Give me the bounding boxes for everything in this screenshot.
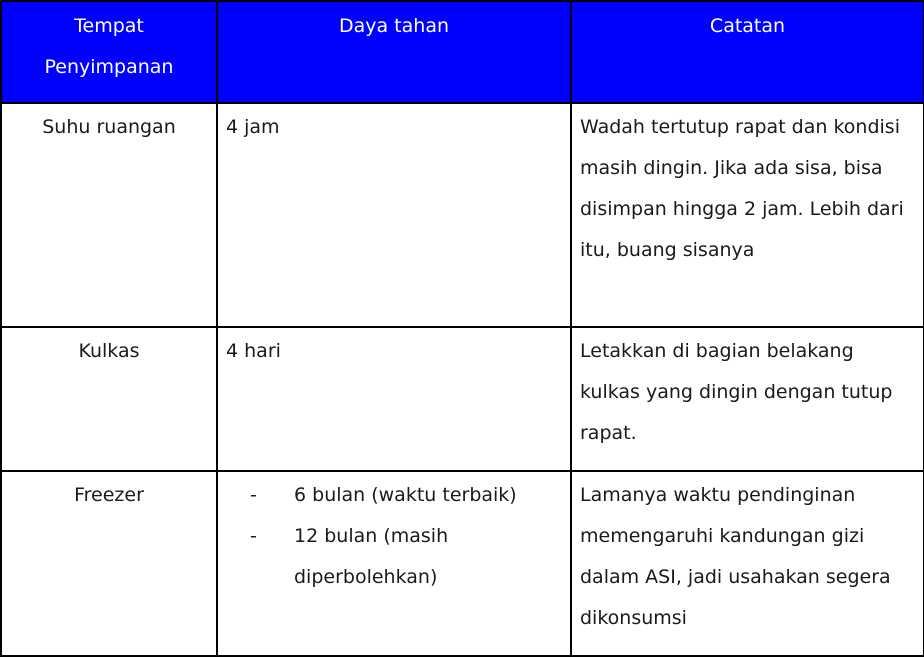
- duration-list: [226, 475, 562, 598]
- cell-duration: [217, 471, 571, 656]
- list-item: [250, 516, 562, 598]
- list-item-text: 6 bulan (waktu terbaik): [294, 484, 517, 506]
- cell-note: Lamanya waktu pendinginan memengaruhi kandungan gizi dalam ASI, jadi usahakan segera dikonsumsi: [571, 471, 924, 656]
- cell-duration: 4 hari: [217, 327, 571, 471]
- list-item: [250, 475, 562, 516]
- header-place-line2: Penyimpanan: [44, 56, 174, 78]
- cell-place: Freezer: [1, 471, 217, 656]
- cell-note: Wadah tertutup rapat dan kondisi masih dingin. Jika ada sisa, bisa disimpan hingga 2 jam. Lebih dari itu, buang sisanya: [571, 103, 924, 327]
- header-notes: Catatan: [571, 1, 924, 103]
- header-place: [1, 1, 217, 103]
- cell-duration: 4 jam: [217, 103, 571, 327]
- table-row: [1, 471, 924, 656]
- table-header-row: [1, 1, 924, 103]
- table-row: [1, 103, 924, 327]
- list-item-text: 12 bulan (masih diperbolehkan): [294, 525, 449, 588]
- header-duration: Daya tahan: [217, 1, 571, 103]
- table-row: [1, 327, 924, 471]
- cell-place: Kulkas: [1, 327, 217, 471]
- dash-bullet: -: [250, 484, 257, 506]
- dash-bullet: -: [250, 525, 257, 547]
- cell-note: Letakkan di bagian belakang kulkas yang dingin dengan tutup rapat.: [571, 327, 924, 471]
- cell-place: Suhu ruangan: [1, 103, 217, 327]
- header-place-line1: Tempat: [74, 15, 144, 37]
